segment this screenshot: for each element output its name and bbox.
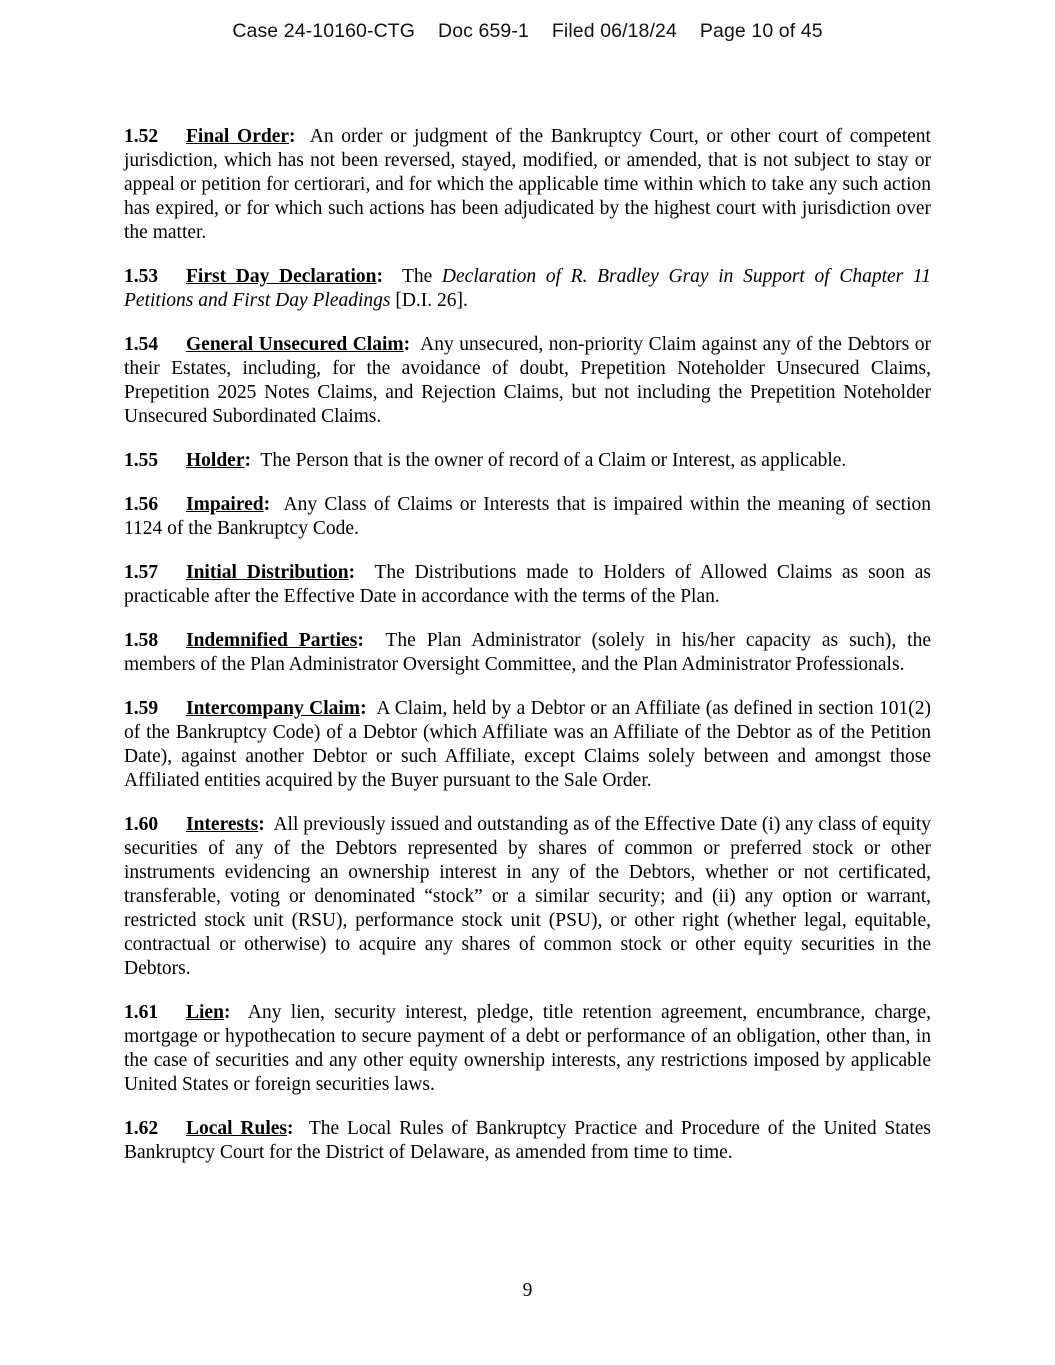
defined-term: Intercompany Claim: [186, 698, 361, 719]
defined-term: Impaired: [186, 494, 264, 515]
definition-number: 1.52: [124, 126, 159, 147]
definition-text-italic: Declaration of R. Bradley Gray in Support of Chapter 11 Petitions and First Day Pleadings: [124, 266, 931, 311]
definition-1-60: 1.60 Interests: All previously issued and outstanding as of the Effective Date (i) any class of equity securities of any of the Debtors represented by shares of common or preferred stock or other instruments evidencing an ownership interest in any of the Debtors, whether or not certificated, transferable, voting or denominated “stock” or a similar security; and (ii) any option or warrant, restricted stock unit (RSU), performance stock unit (PSU), or other right (whether legal, equitable, contractual or otherwise) to acquire any shares of common stock or other equity securities in the Debtors.: [124, 814, 931, 979]
definition-text: The Plan Administrator (solely in his/her capacity as such), the members of the Plan Administrator Oversight Committee, and the Plan Administrator Professionals.: [124, 630, 931, 675]
doc-number: Doc 659-1: [438, 20, 529, 42]
definition-1-57: 1.57 Initial Distribution: The Distributions made to Holders of Allowed Claims as soon as practicable after the Effective Date in accordance with the terms of the Plan.: [124, 562, 931, 607]
definitions-section: [124, 125, 931, 1185]
definition-number: 1.62: [124, 1118, 159, 1139]
definition-text: Any Class of Claims or Interests that is impaired within the meaning of section 1124 of the Bankruptcy Code.: [124, 494, 931, 539]
definition-number: 1.60: [124, 814, 159, 835]
definition-1-61: 1.61 Lien: Any lien, security interest, pledge, title retention agreement, encumbrance, charge, mortgage or hypothecation to secure payment of a debt or performance of an obligation, other than, in the case of securities and any other equity ownership interests, any restrictions imposed by applicable United States or foreign securities laws.: [124, 1002, 931, 1095]
definition-1-58: 1.58 Indemnified Parties: The Plan Administrator (solely in his/her capacity as such), the members of the Plan Administrator Oversight Committee, and the Plan Administrator Professionals.: [124, 630, 931, 675]
definition-1-56: 1.56 Impaired: Any Class of Claims or Interests that is impaired within the meaning of section 1124 of the Bankruptcy Code.: [124, 494, 931, 539]
definition-text: The Distributions made to Holders of Allowed Claims as soon as practicable after the Effective Date in accordance with the terms of the Plan.: [124, 562, 931, 607]
defined-term: Holder: [186, 450, 245, 471]
definition-number: 1.61: [124, 1002, 159, 1023]
definition-1-62: 1.62 Local Rules: The Local Rules of Bankruptcy Practice and Procedure of the United States Bankruptcy Court for the District of Delaware, as amended from time to time.: [124, 1118, 931, 1163]
definition-number: 1.53: [124, 266, 159, 287]
defined-term: Indemnified Parties: [186, 630, 358, 651]
definition-1-53: 1.53 First Day Declaration: The Declaration of R. Bradley Gray in Support of Chapter 11 Petitions and First Day Pleadings [D.I. 26].: [124, 266, 931, 311]
defined-term: Final Order: [186, 126, 289, 147]
definition-number: 1.55: [124, 450, 159, 471]
defined-term: Interests: [186, 814, 259, 835]
definition-1-59: 1.59 Intercompany Claim: A Claim, held by a Debtor or an Affiliate (as defined in section 101(2) of the Bankruptcy Code) of a Debtor (which Affiliate was an Affiliate of the Debtor as of the Petition Date), against another Debtor or such Affiliate, except Claims solely between and amongst those Affiliated entities acquired by the Buyer pursuant to the Sale Order.: [124, 698, 932, 791]
definition-number: 1.56: [124, 494, 159, 515]
defined-term: Lien: [186, 1002, 224, 1023]
definition-text: All previously issued and outstanding as of the Effective Date (i) any class of equity securities of any of the Debtors represented by shares of common or preferred stock or other instruments evidencing an ownership interest in any of the Debtors, whether or not certificated, transferable, voting or denominated “stock” or a similar security; and (ii) any option or warrant, restricted stock unit (RSU), performance stock unit (PSU), or other right (whether legal, equitable, contractual or otherwise) to acquire any shares of common stock or other equity securities in the Debtors.: [124, 814, 931, 979]
defined-term: Local Rules: [186, 1118, 287, 1139]
definition-text: A Claim, held by a Debtor or an Affiliate (as defined in section 101(2) of the Bankruptcy Code) of a Debtor (which Affiliate was an Affiliate of the Debtor as of the Petition Date), against another Debtor or such Affiliate, except Claims solely between and amongst those Affiliated entities acquired by the Buyer pursuant to the Sale Order.: [124, 698, 932, 791]
definition-text: Any unsecured, non-priority Claim against any of the Debtors or their Estates, including, for the avoidance of doubt, Prepetition Noteholder Unsecured Claims, Prepetition 2025 Notes Claims, and Rejection Claims, but not including the Prepetition Noteholder Unsecured Subordinated Claims.: [124, 334, 931, 427]
page-number: 9: [522, 1280, 533, 1301]
page-indicator: Page 10 of 45: [699, 20, 823, 42]
definition-number: 1.57: [124, 562, 159, 583]
definition-text: An order or judgment of the Bankruptcy Court, or other court of competent jurisdiction, which has not been reversed, stayed, modified, or amended, that is not subject to stay or appeal or petition for certiorari, and for which the applicable time within which to take any such action has expired, or for which such actions has been adjudicated by the highest court with jurisdiction over the matter.: [124, 126, 931, 243]
case-number: Case 24-10160-CTG: [232, 20, 416, 42]
definition-text: Any lien, security interest, pledge, title retention agreement, encumbrance, charge, mortgage or hypothecation to secure payment of a debt or performance of an obligation, other than, in the case of securities and any other equity ownership interests, any restrictions imposed by applicable United States or foreign securities laws.: [124, 1002, 931, 1095]
defined-term: General Unsecured Claim: [186, 334, 404, 355]
definition-number: 1.58: [124, 630, 159, 651]
definition-text: The Local Rules of Bankruptcy Practice and Procedure of the United States Bankruptcy Court for the District of Delaware, as amended from time to time.: [124, 1118, 931, 1163]
filed-date: Filed 06/18/24: [551, 20, 677, 42]
definition-text: The Person that is the owner of record of a Claim or Interest, as applicable.: [260, 450, 847, 471]
definition-text-post: [D.I. 26].: [390, 290, 468, 311]
definition-number: 1.54: [124, 334, 159, 355]
definition-1-54: 1.54 General Unsecured Claim: Any unsecured, non-priority Claim against any of the Debtors or their Estates, including, for the avoidance of doubt, Prepetition Noteholder Unsecured Claims, Prepetition 2025 Notes Claims, and Rejection Claims, but not including the Prepetition Noteholder Unsecured Subordinated Claims.: [124, 334, 931, 427]
definition-1-52: 1.52 Final Order: An order or judgment of the Bankruptcy Court, or other court of competent jurisdiction, which has not been reversed, stayed, modified, or amended, that is not subject to stay or appeal or petition for certiorari, and for which the applicable time within which to take any such action has expired, or for which such actions has been adjudicated by the highest court with jurisdiction over the matter.: [124, 126, 931, 243]
definition-number: 1.59: [124, 698, 159, 719]
defined-term: Initial Distribution: [186, 562, 349, 583]
definition-1-55: 1.55 Holder: The Person that is the owner of record of a Claim or Interest, as applicable.: [124, 450, 847, 471]
definition-text: The: [401, 266, 442, 287]
defined-term: First Day Declaration: [186, 266, 377, 287]
court-filing-header: [0, 20, 1055, 43]
